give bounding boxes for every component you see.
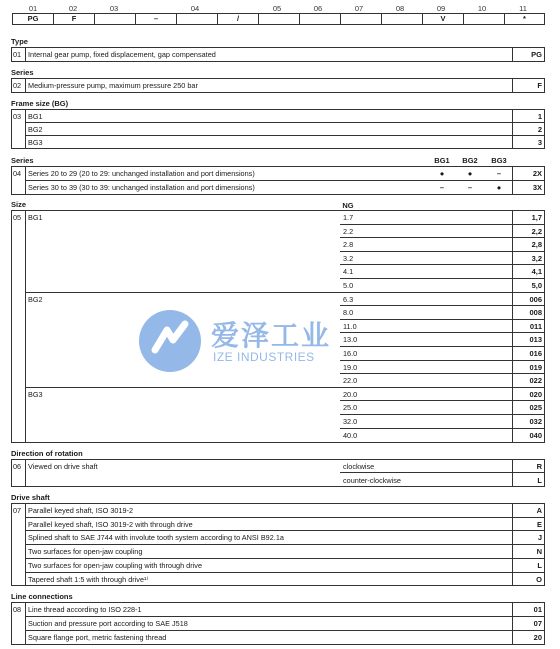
divider [340, 414, 545, 415]
divider [340, 278, 545, 279]
size-ng: 2.8 [343, 240, 354, 250]
rotation-ccw: counter-clockwise [343, 476, 401, 485]
size-code: 2,2 [531, 226, 542, 236]
frame-code: 3 [537, 138, 542, 147]
divider [25, 292, 545, 293]
size-ng: 22.0 [343, 376, 358, 386]
divider [11, 47, 545, 48]
pos-07: 07 [354, 4, 364, 13]
frame-bg3: BG3 [28, 138, 43, 147]
mark: ● [467, 169, 473, 178]
shaft-desc: Tapered shaft 1:5 with through drive¹⁾ [28, 574, 149, 584]
divider [25, 630, 545, 631]
divider [340, 428, 545, 429]
frame-code: 1 [537, 112, 542, 121]
border [11, 78, 12, 92]
border [25, 459, 26, 486]
code-cell-10 [463, 13, 504, 25]
size-code: 2,8 [531, 240, 542, 250]
divider [25, 572, 545, 573]
divider [11, 442, 545, 443]
code-cell-f: F [53, 13, 94, 25]
border [11, 47, 12, 61]
frame-bg2: BG2 [28, 125, 43, 134]
lines-desc: Line thread according to ISO 228-1 [28, 605, 142, 614]
size-code: 1,7 [531, 213, 542, 222]
size-ng: 16.0 [343, 349, 358, 358]
shaft-desc: Parallel keyed shaft, ISO 3019-2 [28, 506, 134, 515]
row-index: 02 [13, 81, 22, 90]
size-group-label: BG3 [28, 389, 43, 399]
divider [11, 61, 545, 62]
border [512, 602, 513, 644]
size-ng: 25.0 [343, 403, 358, 413]
border [512, 459, 513, 486]
divider [340, 305, 545, 306]
border [11, 602, 12, 644]
size-code: 008 [529, 308, 542, 318]
series-heading: Series [11, 68, 34, 77]
row-index: 07 [13, 506, 22, 515]
code-cell-pg: PG [12, 13, 53, 25]
size-ng: 20.0 [343, 389, 358, 399]
pos-05: 05 [272, 4, 282, 13]
series-code: F [537, 81, 542, 90]
ize-logo-icon [139, 310, 201, 372]
watermark-subtitle: IZE INDUSTRIES [213, 350, 315, 364]
border [25, 166, 26, 194]
rotation-code: L [537, 476, 542, 485]
ng-head: NG [342, 201, 354, 210]
divider [340, 237, 545, 238]
border [544, 47, 545, 61]
divider [11, 148, 545, 149]
row-index: 04 [13, 169, 22, 178]
divider [25, 135, 545, 136]
size-ng: 13.0 [343, 335, 358, 345]
pos-01: 01 [28, 4, 38, 13]
pos-09: 09 [436, 4, 446, 13]
col-head-bg1: BG1 [434, 156, 450, 165]
size-group-label: BG2 [28, 294, 43, 304]
border [544, 459, 545, 486]
divider [11, 109, 545, 110]
divider [25, 530, 545, 531]
border [11, 210, 12, 442]
row-index: 05 [13, 213, 22, 222]
type-desc: Internal gear pump, fixed displacement, gap compensated [28, 50, 216, 59]
size-ng: 5.0 [343, 281, 354, 290]
shaft-code: N [536, 547, 542, 557]
series-desc: Medium-pressure pump, maximum pressure 250 bar [28, 81, 198, 90]
divider [11, 602, 545, 603]
border [512, 78, 513, 92]
shaft-code: O [536, 574, 542, 584]
border [544, 78, 545, 92]
lines-desc: Suction and pressure port according to SAE J518 [28, 619, 188, 628]
divider [11, 78, 545, 79]
size-ng: 40.0 [343, 430, 358, 440]
code-cell-star: * [504, 13, 545, 25]
series-20-29: Series 20 to 29 (20 to 29: unchanged installation and port dimensions) [28, 169, 255, 178]
size-group-label: BG1 [28, 213, 43, 222]
size-ng: 11.0 [343, 321, 357, 331]
size-ng: 4.1 [343, 267, 354, 277]
divider [11, 503, 545, 504]
size-code: 025 [529, 403, 542, 413]
shaft-heading: Drive shaft [11, 493, 50, 502]
divider [340, 224, 545, 225]
divider [11, 486, 545, 487]
code-cell-08 [381, 13, 422, 25]
row-index: 08 [13, 605, 22, 614]
divider [25, 558, 545, 559]
mark: ● [496, 183, 502, 192]
size-ng: 6.3 [343, 294, 354, 304]
shaft-desc: Parallel keyed shaft, ISO 3019-2 with through drive [28, 519, 193, 529]
pos-02: 02 [68, 4, 78, 13]
code-cell-07 [340, 13, 381, 25]
lines-code: 01 [533, 605, 542, 614]
rotation-desc: Viewed on drive shaft [28, 462, 98, 471]
shaft-desc: Splined shaft to SAE J744 with involute tooth system according to ANSI B92.1a [28, 533, 284, 543]
border [11, 109, 12, 148]
border [25, 109, 26, 148]
divider [25, 180, 545, 181]
divider [340, 472, 545, 473]
mark: – [439, 183, 445, 192]
border [544, 166, 545, 194]
size-code: 5,0 [531, 281, 542, 290]
type-code: PG [531, 50, 542, 59]
code-cell-03 [94, 13, 135, 25]
divider [11, 210, 545, 211]
row-index: 03 [13, 112, 22, 121]
lines-desc: Square flange port, metric fastening thread [28, 633, 167, 642]
size-ng: 19.0 [343, 362, 358, 372]
row-index: 01 [13, 50, 22, 59]
border [544, 602, 545, 644]
series-30-39: Series 30 to 39 (30 to 39: unchanged installation and port dimensions) [28, 183, 255, 192]
row-index: 06 [13, 462, 22, 471]
size-code: 016 [529, 349, 542, 358]
shaft-code: E [536, 519, 542, 529]
code-cell-v: V [422, 13, 463, 25]
shaft-code: L [537, 560, 542, 570]
divider [11, 92, 545, 93]
shaft-code: A [536, 506, 542, 515]
divider [340, 251, 545, 252]
size-ng: 32.0 [343, 417, 358, 426]
divider [25, 387, 545, 388]
watermark-title: 爱泽工业 [211, 319, 332, 352]
pos-08: 08 [395, 4, 405, 13]
divider [11, 194, 545, 195]
divider [11, 585, 545, 586]
border [25, 47, 26, 61]
lines-code: 07 [533, 619, 542, 628]
code-cell-slash: / [217, 13, 258, 25]
mark: ● [439, 169, 445, 178]
divider [25, 517, 545, 518]
pos-04: 04 [190, 4, 200, 13]
size-code: 019 [529, 362, 542, 372]
code-cell-06 [299, 13, 340, 25]
divider [340, 400, 545, 401]
border [544, 109, 545, 148]
size-code: 022 [529, 376, 542, 386]
series-code: 3X [532, 183, 542, 192]
rotation-heading: Direction of rotation [11, 449, 83, 458]
size-code: 4,1 [531, 267, 542, 277]
lines-code: 20 [533, 633, 542, 642]
border [512, 210, 513, 442]
size-code: 032 [529, 417, 542, 426]
frame-bg1: BG1 [28, 112, 43, 121]
border [512, 166, 513, 194]
code-cell-dash: – [135, 13, 176, 25]
shaft-desc: Two surfaces for open-jaw coupling with through drive [28, 560, 202, 570]
border [11, 166, 12, 194]
divider [340, 264, 545, 265]
code-cell-05 [258, 13, 299, 25]
border [11, 503, 12, 585]
size-ng: 1.7 [343, 213, 354, 222]
border [25, 210, 26, 442]
shaft-code: J [537, 533, 542, 543]
shaft-desc: Two surfaces for open-jaw coupling [28, 547, 143, 557]
code-cell-04 [176, 13, 217, 25]
border [25, 78, 26, 92]
size-code: 006 [529, 294, 542, 304]
watermark [139, 310, 459, 380]
pos-03: 03 [109, 4, 119, 13]
size-code: 013 [529, 335, 542, 345]
mark: – [496, 169, 502, 178]
series2-heading: Series [11, 156, 34, 165]
divider [11, 166, 545, 167]
border [25, 602, 26, 644]
divider [25, 616, 545, 617]
border [544, 210, 545, 442]
size-code: 011 [529, 321, 542, 331]
frame-heading: Frame size (BG) [11, 99, 69, 108]
divider [25, 544, 545, 545]
pos-11: 11 [519, 4, 527, 13]
size-ng: 3.2 [343, 253, 354, 263]
series-code: 2X [532, 169, 542, 178]
size-code: 020 [529, 389, 542, 399]
pos-06: 06 [313, 4, 323, 13]
divider [11, 459, 545, 460]
size-ng: 2.2 [343, 226, 354, 236]
size-code: 040 [529, 430, 542, 440]
col-head-bg3: BG3 [491, 156, 507, 165]
border [11, 459, 12, 486]
size-code: 3,2 [531, 253, 542, 263]
rotation-cw: clockwise [343, 462, 375, 471]
frame-code: 2 [537, 125, 542, 134]
size-ng: 8.0 [343, 308, 354, 318]
divider [11, 644, 545, 645]
pos-10: 10 [477, 4, 487, 13]
mark: – [467, 183, 473, 192]
border [512, 47, 513, 61]
divider [25, 122, 545, 123]
lines-heading: Line connections [11, 592, 73, 601]
border [512, 109, 513, 148]
size-heading: Size [11, 200, 27, 209]
rotation-code: R [536, 462, 542, 471]
type-heading: Type [11, 37, 28, 46]
col-head-bg2: BG2 [462, 156, 478, 165]
